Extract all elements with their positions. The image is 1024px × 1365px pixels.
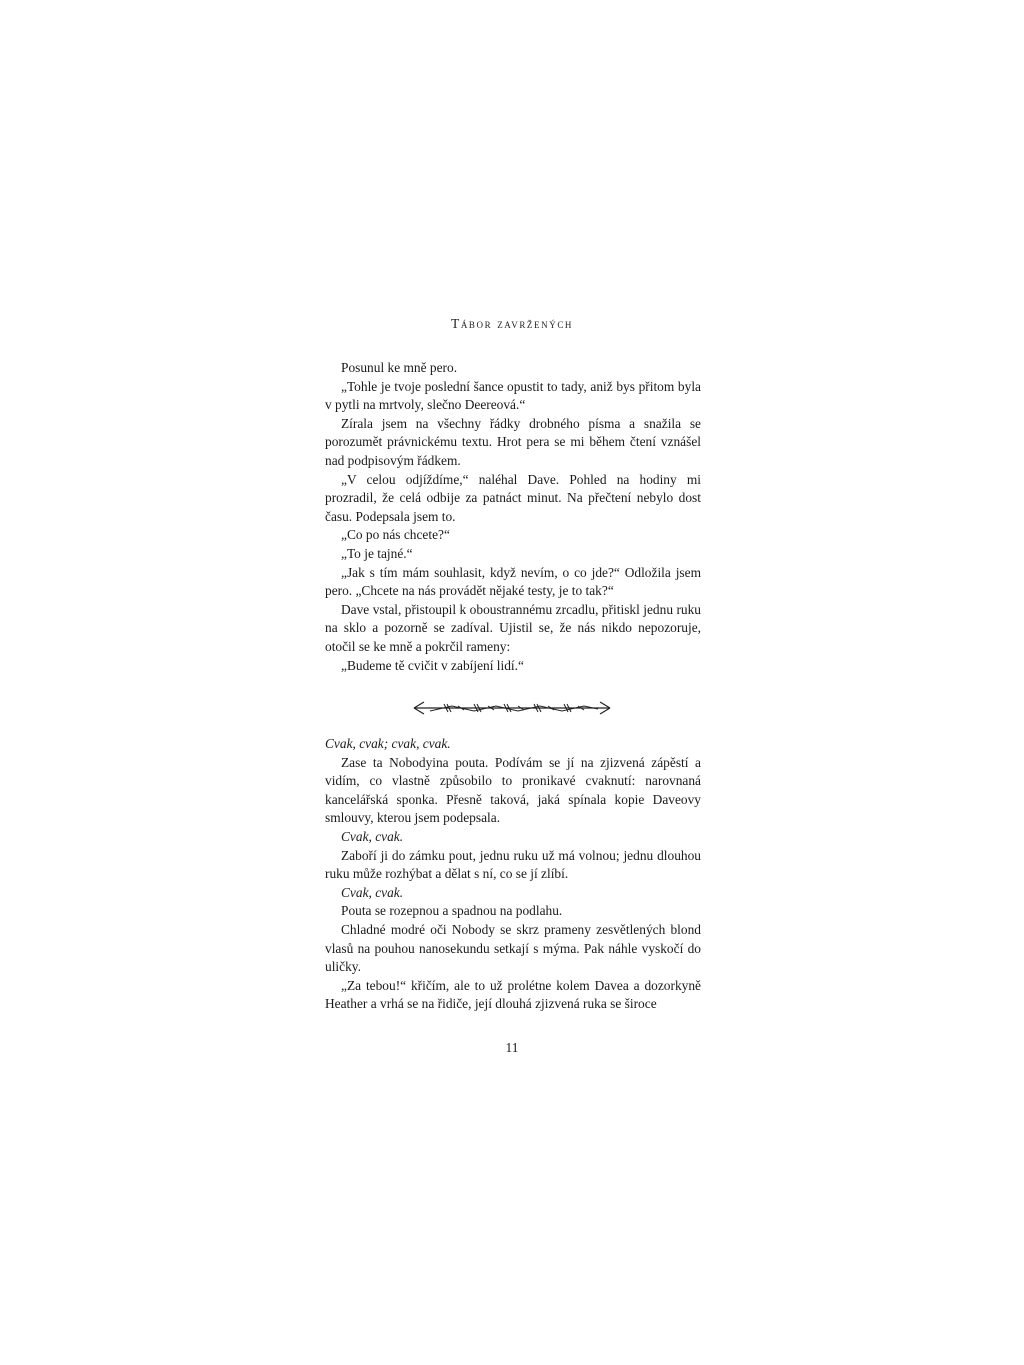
paragraph: Pouta se rozepnou a spadnou na podlahu. — [341, 903, 563, 919]
paragraph: Zase ta Nobodyina pouta. Podívám se jí na zjizvená zápěstí a vidím, co vlastně způsobilo to pronikavé cvaknutí: narovnaná kancelářská sponka. Přesně taková, jaká spínala kopie Daveovy smlouvy, kterou jsem podepsala. — [325, 754, 701, 826]
text-section-1 — [325, 359, 701, 675]
paragraph: Cvak, cvak. — [341, 828, 404, 844]
running-head: Tábor zavržených — [450, 316, 574, 331]
paragraph: Cvak, cvak. — [341, 884, 404, 900]
page-number: 11 — [505, 1040, 519, 1055]
paragraph: „V celou odjíždíme,“ naléhal Dave. Pohled na hodiny mi prozradil, že celá odbije za patnáct minut. Na přečtení nebylo dost času. Podepsala jsem to. — [325, 471, 701, 524]
paragraph: Dave vstal, přistoupil k oboustrannému zrcadlu, přitiskl jednu ruku na sklo a pozorně se zadíval. Ujistil se, že nás nikdo nepozoruje, otočil se ke mně a pokrčil rameny: — [325, 601, 701, 654]
barbed-wire-divider-icon — [412, 697, 612, 719]
paragraph: Posunul ke mně pero. — [341, 360, 458, 375]
paragraph: „Co po nás chcete?“ — [341, 527, 450, 543]
paragraph: „To je tajné.“ — [341, 545, 413, 561]
paragraph: „Tohle je tvoje poslední šance opustit to tady, aniž bys přitom byla v pytli na mrtvoly, slečno Deereová.“ — [325, 378, 701, 413]
paragraph: Chladné modré oči Nobody se skrz prameny zesvětlených blond vlasů na pouhou nanosekundu setkají s mýma. Pak náhle vyskočí do uličky. — [325, 921, 701, 975]
text-section-2 — [325, 735, 701, 1014]
paragraph: „Za tebou!“ křičím, ale to už prolétne kolem Davea a dozorkyně Heather a vrhá se na řidiče, její dlouhá zjizvená ruka se široce — [325, 977, 701, 1012]
section-divider — [0, 697, 1024, 719]
paragraph: Zírala jsem na všechny řádky drobného písma a snažila se porozumět právnickému textu. Hrot pera se mi během čtení vznášel nad podpisovým řádkem. — [325, 415, 701, 468]
paragraph: „Budeme tě cvičit v zabíjení lidí.“ — [341, 657, 524, 673]
paragraph: Cvak, cvak; cvak, cvak. — [325, 736, 451, 751]
paragraph: Zaboří ji do zámku pout, jednu ruku už má volnou; jednu dlouhou ruku může rozhýbat a dělat s ní, co se jí zlíbí. — [325, 847, 701, 882]
paragraph: „Jak s tím mám souhlasit, když nevím, o co jde?“ Odložila jsem pero. „Chcete na nás provádět nějaké testy, je to tak?“ — [325, 564, 701, 599]
